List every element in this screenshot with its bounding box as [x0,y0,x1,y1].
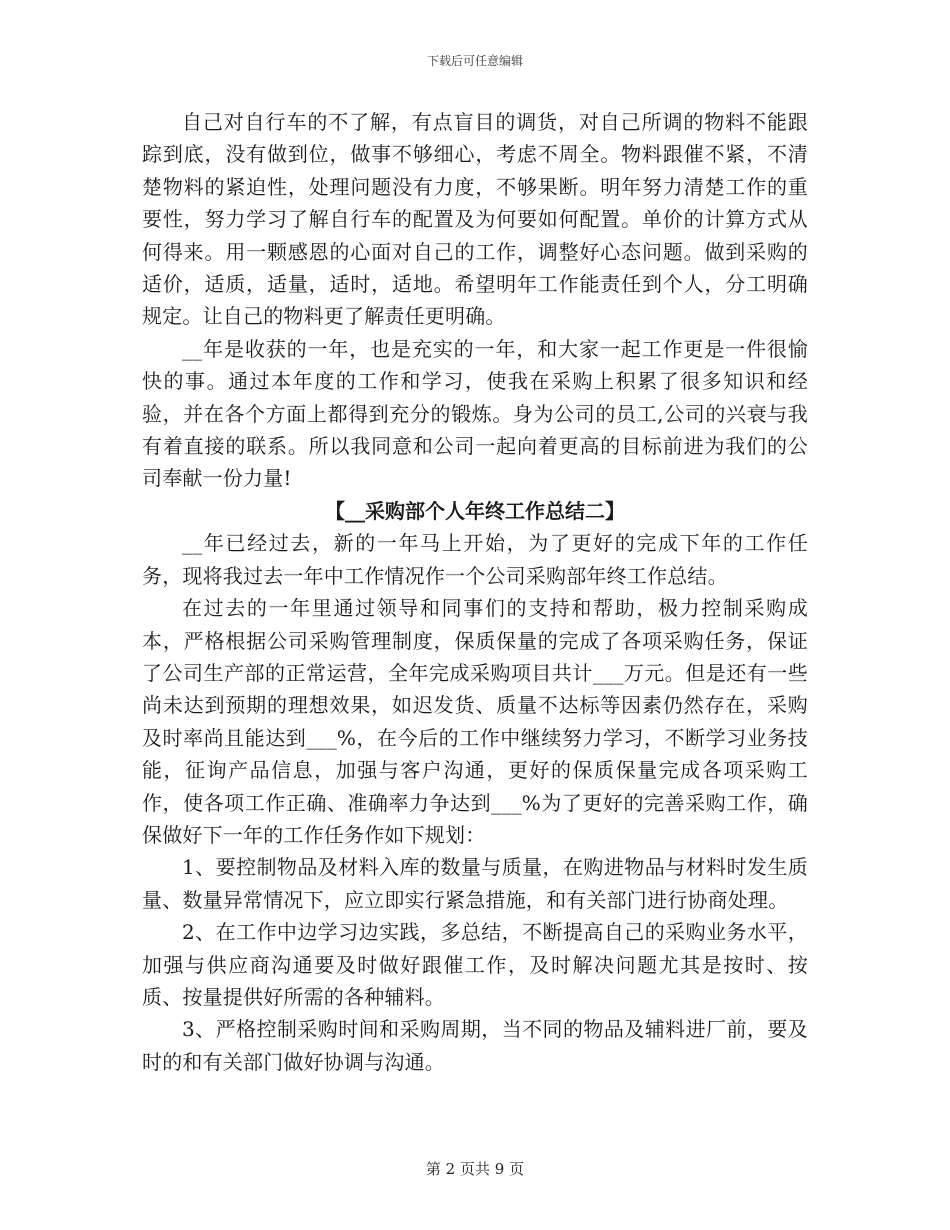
paragraph: __年已经过去，新的一年马上开始，为了更好的完成下年的工作任务，现将我过去一年中工作情况作一个公司采购部年终工作总结。 [142,531,808,588]
paragraph: 自己对自行车的不了解，有点盲目的调货，对自己所调的物料不能跟踪到底，没有做到位，做事不够细心，考虑不周全。物料跟催不紧，不清楚物料的紧迫性，处理问题没有力度，不够果断。明年努力清楚工作的重要性，努力学习了解自行车的配置及为何要如何配置。单价的计算方式从何得来。用一颗感恩的心面对自己的工作，调整好心态问题。做到采购的适价，适质，适量，适时，适地。希望明年工作能责任到个人，分工明确规定。让自己的物料更了解责任更明确。 [142,110,808,329]
document-body [142,106,808,1078]
paragraph: 在过去的一年里通过领导和同事们的支持和帮助，极力控制采购成本，严格根据公司采购管理制度，保质保量的完成了各项采购任务，保证了公司生产部的正常运营，全年完成采购项目共计___万元。但是还有一些尚未达到预期的理想效果，如迟发货、质量不达标等因素仍然存在，采购及时率尚且能达到___%，在今后的工作中继续努力学习，不断学习业务技能，征询产品信息，加强与客户沟通，更好的保质保量完成各项采购工作，使各项工作正确、准确率力争达到___%为了更好的完善采购工作，确保做好下一年的工作任务作如下规划： [142,596,808,847]
page-header: 下载后可任意编辑 [426,54,523,68]
page-footer: 第 2 页共 9 页 [425,1160,525,1178]
section-title: 【__采购部个人年终工作总结二】 [325,498,625,523]
list-item: 1、要控制物品及材料入库的数量与质量，在购进物品与材料时发生质量、数量异常情况下，应立即实行紧急措施，和有关部门进行协商处理。 [142,855,808,912]
paragraph: __年是收获的一年，也是充实的一年，和大家一起工作更是一件很愉快的事。通过本年度的工作和学习，使我在采购上积累了很多知识和经验，并在各个方面上都得到充分的锻炼。身为公司的员工,公司的兴衰与我有着直接的联系。所以我同意和公司一起向着更高的目标前进为我们的公司奉献一份力量! [142,336,808,491]
list-item: 3、严格控制采购时间和采购周期，当不同的物品及辅料进厂前，要及时的和有关部门做好协调与沟通。 [142,1017,808,1074]
list-item: 2、在工作中边学习边实践，多总结，不断提高自己的采购业务水平，加强与供应商沟通要及时做好跟催工作，及时解决问题尤其是按时、按质、按量提供好所需的各种辅料。 [142,920,808,1009]
